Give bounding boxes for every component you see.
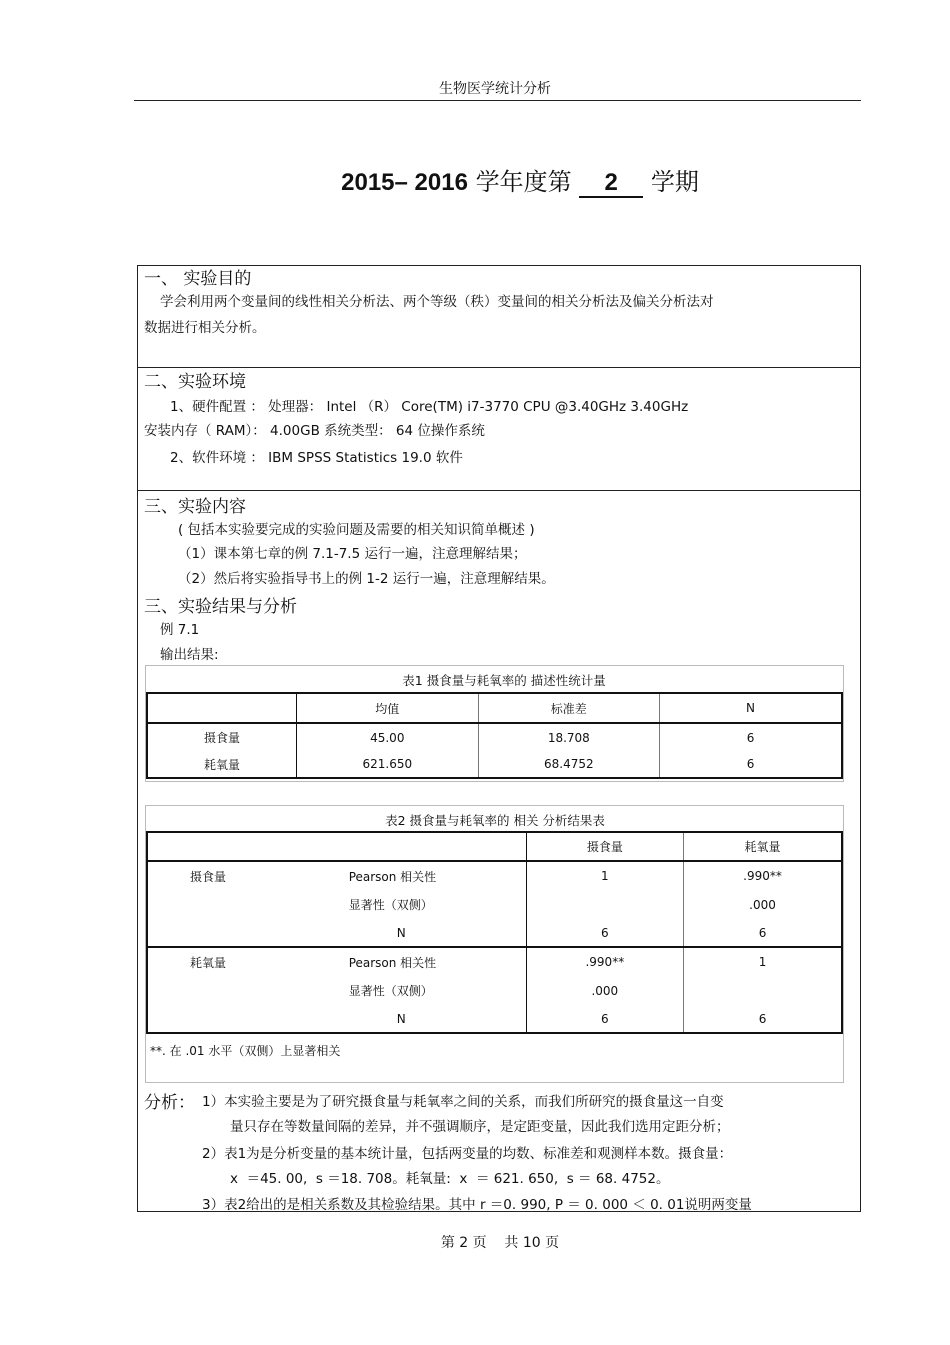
table2-header-blank <box>147 832 526 861</box>
table2-cell: 6 <box>758 1011 767 1026</box>
table2-cell: 6 <box>684 919 842 947</box>
table1-cell: 18.708 <box>478 723 660 751</box>
section-divider <box>138 367 860 368</box>
table2-cell: .990** <box>526 947 683 976</box>
table2-stat-label: 显著性（双侧） <box>267 890 526 919</box>
table2-var-label: 摄食量 <box>190 869 227 884</box>
table2-blank <box>147 890 267 919</box>
content-desc: ( 包括本实验要完成的实验问题及需要的相关知识简单概述 ) <box>178 522 535 538</box>
table2-cell: 6 <box>526 919 683 947</box>
output-label: 输出结果: <box>160 647 219 663</box>
table2-var-label: 耗氧量 <box>190 955 227 970</box>
table1-cell: 68.4752 <box>478 751 660 778</box>
table1-row-label: 摄食量 <box>147 723 297 751</box>
page-footer: 第 2 页 共 10 页 <box>440 1235 560 1251</box>
table2-blank <box>147 1005 267 1033</box>
title-post: 学期 <box>650 168 699 196</box>
table2-header-col2: 耗氧量 <box>684 832 842 861</box>
section-results-heading: 三、实验结果与分析 <box>144 597 297 617</box>
table2-blank <box>147 976 267 1005</box>
purpose-text-1: 学会利用两个变量间的线性相关分析法、两个等级（秩）变量间的相关分析法及偏关分析法对 <box>160 294 714 310</box>
content-item-2: （2）然后将实验指导书上的例 1-2 运行一遍，注意理解结果。 <box>178 571 555 587</box>
table2-cell: 1 <box>526 861 683 890</box>
table2-cell: .990** <box>743 869 782 883</box>
table2-cell: .000 <box>749 897 776 912</box>
table2 <box>146 831 843 1034</box>
table1-header-sd: 标准差 <box>478 693 660 723</box>
table2-footnote: **. 在 .01 水平（双侧）上显著相关 <box>150 1044 341 1058</box>
document-title <box>0 162 950 198</box>
table2-blank <box>147 919 267 947</box>
table2-cell: 1 <box>758 955 767 969</box>
section-content-heading: 三、实验内容 <box>144 497 246 517</box>
table2-cell: .000 <box>526 976 683 1005</box>
analysis-p1a: 1）本实验主要是为了研究摄食量与耗氧率之间的关系，而我们所研究的摄食量这一自变 <box>202 1094 724 1110</box>
memory-info: 安装内存（ RAM）： 4.00GB 系统类型： 64 位操作系统 <box>144 423 485 439</box>
table2-stat-label: N <box>267 1005 526 1033</box>
table1-cell: 621.650 <box>297 751 479 778</box>
software-env: 2、软件环境 ： IBM SPSS Statistics 19.0 软件 <box>170 450 463 466</box>
table2-cell <box>684 976 842 1005</box>
table1-cell: 6 <box>746 757 755 771</box>
table2-stat-label: Pearson 相关性 <box>267 861 526 890</box>
header-rule <box>134 100 861 101</box>
table1-cell: 6 <box>746 730 755 745</box>
section-purpose-heading: 一、 实验目的 <box>144 269 252 289</box>
analysis-p1b: 量只存在等数量间隔的差异，并不强调顺序，是定距变量，因此我们选用定距分析； <box>230 1119 730 1135</box>
table1-header-n: N <box>660 693 842 723</box>
table2-caption: 表2 摄食量与耗氧率的 相关 分析结果表 <box>385 813 605 828</box>
table2-stat-label: 显著性（双侧） <box>267 976 526 1005</box>
table2-cell: 6 <box>526 1005 683 1033</box>
purpose-text-2: 数据进行相关分析。 <box>144 320 266 336</box>
title-mid: 学年度第 <box>475 168 572 196</box>
example-label: 例 7.1 <box>160 622 200 638</box>
section-divider <box>138 490 860 491</box>
analysis-p2a: 2）表1为是分析变量的基本统计量，包括两变量的均数、标准差和观测样本数。摄食量： <box>202 1146 733 1162</box>
table2-cell <box>526 890 683 919</box>
analysis-label: 分析： <box>144 1093 195 1113</box>
table1 <box>146 692 843 779</box>
table1-header-blank <box>147 693 297 723</box>
table2-header-col1: 摄食量 <box>526 832 683 861</box>
section-environment-heading: 二、实验环境 <box>144 372 246 392</box>
table1-cell: 45.00 <box>297 723 479 751</box>
content-item-1: （1）课本第七章的例 7.1-7.5 运行一遍，注意理解结果； <box>178 546 527 562</box>
running-header: 生物医学统计分析 <box>439 81 551 97</box>
title-term: 2 <box>579 170 643 198</box>
table2-stat-label: Pearson 相关性 <box>267 947 526 976</box>
table1-caption: 表1 摄食量与耗氧率的 描述性统计量 <box>402 673 606 688</box>
hardware-config: 1、硬件配置 ： 处理器： Intel （R） Core(TM) i7-3770 CPU @3.40GHz 3.40GHz <box>170 399 689 415</box>
analysis-p3a: 3）表2给出的是相关系数及其检验结果。其中 r ＝0. 990, P ＝ 0. 000 ＜ 0. 01说明两变量 <box>202 1197 752 1213</box>
table2-stat-label: N <box>267 919 526 947</box>
table1-row-label: 耗氧量 <box>147 751 297 778</box>
analysis-p2b: x ＝45. 00, s ＝18. 708。耗氧量: x ＝ 621. 650, s ＝ 68. 4752。 <box>230 1171 670 1187</box>
title-years: 2015– 2016 <box>341 169 468 196</box>
table1-header-mean: 均值 <box>297 693 479 723</box>
